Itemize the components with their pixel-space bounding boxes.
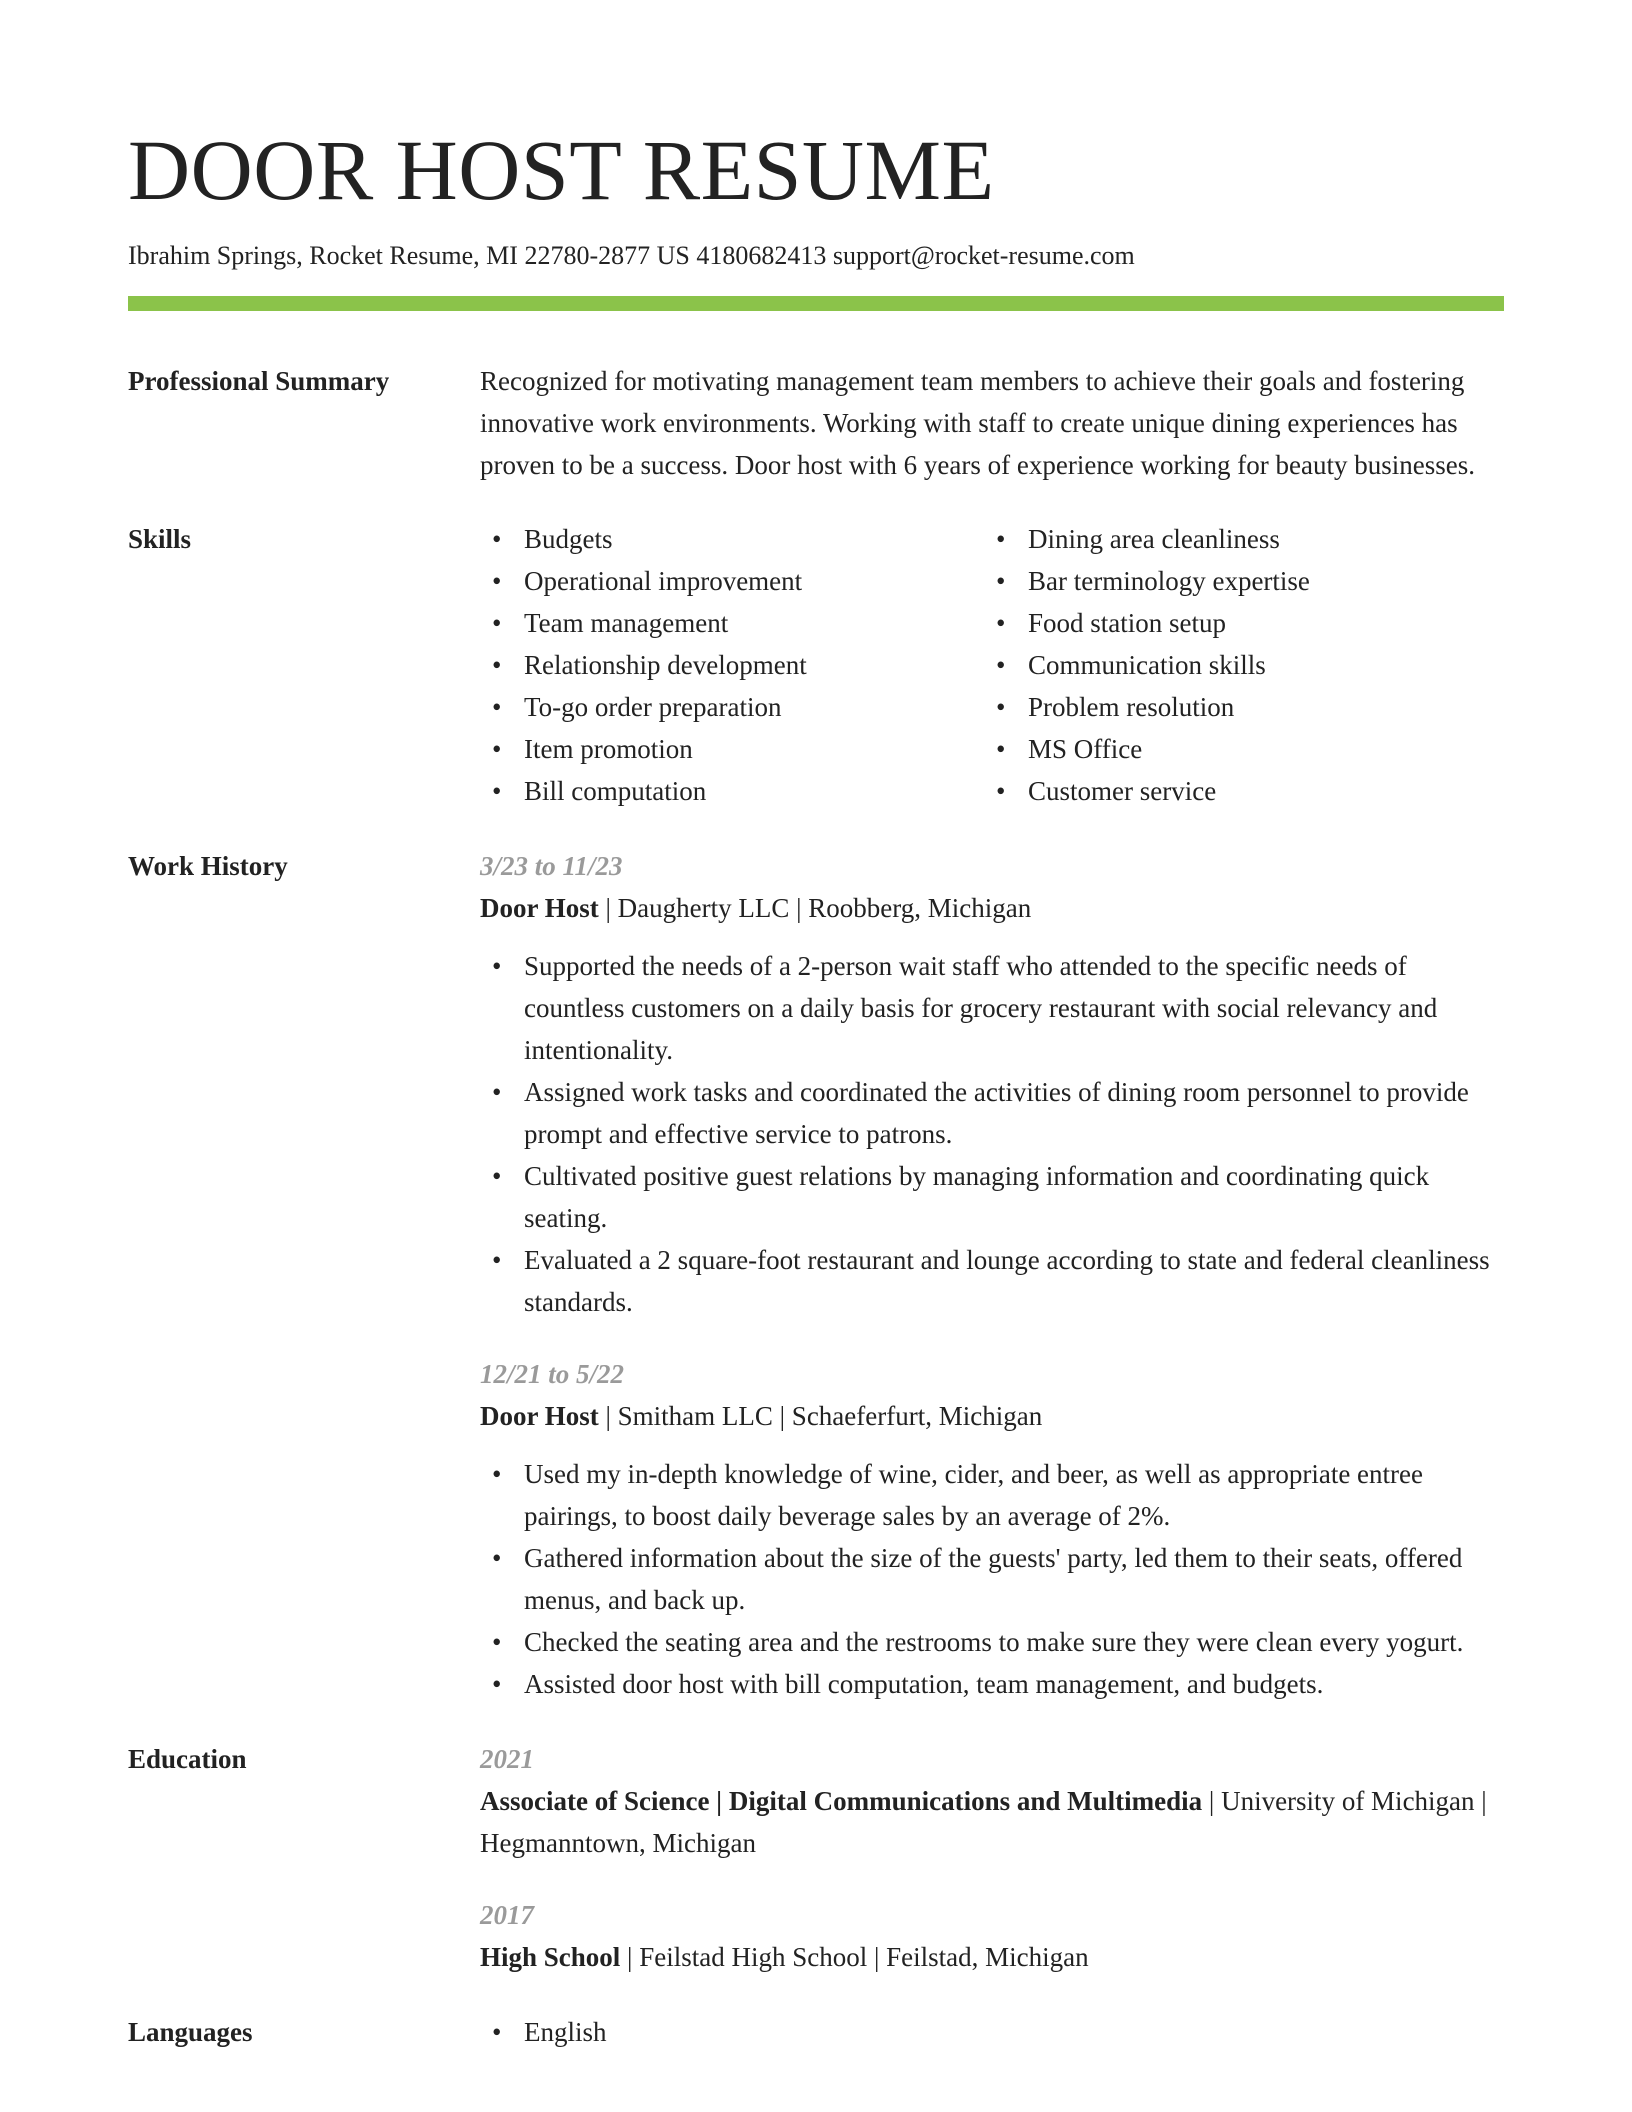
skill-item: • Dining area cleanliness xyxy=(984,518,1488,560)
education-heading: Education xyxy=(128,1744,247,1774)
skill-item: • Bar terminology expertise xyxy=(984,560,1488,602)
work-history-body xyxy=(480,845,1504,1705)
job-heading xyxy=(480,887,1504,929)
skill-item: • Item promotion xyxy=(480,728,984,770)
job-company: | Smitham LLC | Schaeferfurt, Michigan xyxy=(598,1401,1043,1431)
contact-line: Ibrahim Springs, Rocket Resume, MI 22780-2877 US 4180682413 support@rocket-resume.com xyxy=(128,241,1135,270)
job-bullets xyxy=(480,945,1504,1323)
skills-columns xyxy=(480,518,1504,812)
languages-heading: Languages xyxy=(128,2017,253,2047)
education-details xyxy=(480,1780,1504,1864)
job-bullet: • Assisted door host with bill computation, team management, and budgets. xyxy=(480,1663,1504,1705)
job-bullet: • Assigned work tasks and coordinated the activities of dining room personnel to provide prompt and effective service to patrons. xyxy=(480,1071,1504,1155)
skill-item: • Problem resolution xyxy=(984,686,1488,728)
job-bullet: • Supported the needs of a 2-person wait staff who attended to the specific needs of countless customers on a daily basis for grocery restaurant with social relevancy and intentionality. xyxy=(480,945,1504,1071)
skill-item: • Communication skills xyxy=(984,644,1488,686)
work-history-heading: Work History xyxy=(128,851,288,881)
job-entry xyxy=(480,1353,1504,1705)
skill-item: • Team management xyxy=(480,602,984,644)
languages-body xyxy=(480,2011,1504,2053)
skills-column-1 xyxy=(480,518,984,812)
skill-item: • Customer service xyxy=(984,770,1488,812)
job-company: | Daugherty LLC | Roobberg, Michigan xyxy=(598,893,1032,923)
education-body xyxy=(480,1738,1504,1978)
education-section xyxy=(128,1738,1504,1978)
skill-item: • Operational improvement xyxy=(480,560,984,602)
skill-item: • Food station setup xyxy=(984,602,1488,644)
summary-section xyxy=(128,360,1504,486)
resume-title: DOOR HOST RESUME xyxy=(128,122,995,218)
job-title: Door Host xyxy=(480,893,599,923)
skill-item: • To-go order preparation xyxy=(480,686,984,728)
skills-column-2 xyxy=(984,518,1488,812)
skills-section xyxy=(128,518,1504,812)
education-school: | University of Michigan | Hegmanntown, Michigan xyxy=(480,1786,1487,1858)
accent-divider xyxy=(128,296,1504,311)
job-bullet: • Checked the seating area and the restrooms to make sure they were clean every yogurt. xyxy=(480,1621,1504,1663)
education-degree: Associate of Science | Digital Communications and Multimedia xyxy=(480,1786,1203,1816)
skills-heading: Skills xyxy=(128,524,192,554)
languages-section xyxy=(128,2011,1504,2053)
job-bullet: • Gathered information about the size of the guests' party, led them to their seats, offered menus, and back up. xyxy=(480,1537,1504,1621)
education-entry xyxy=(480,1894,1504,1978)
job-bullet: • Evaluated a 2 square-foot restaurant and lounge according to state and federal cleanliness standards. xyxy=(480,1239,1504,1323)
education-year: 2017 xyxy=(480,1900,534,1930)
work-history-section xyxy=(128,845,1504,1705)
education-year: 2021 xyxy=(480,1744,534,1774)
skill-item: • Relationship development xyxy=(480,644,984,686)
job-heading xyxy=(480,1395,1504,1437)
education-entry xyxy=(480,1738,1504,1864)
summary-text: Recognized for motivating management team members to achieve their goals and fostering innovative work environments. Working with staff to create unique dining experiences has proven to be a success. Door host with 6 years of experience working for beauty businesses. xyxy=(480,366,1475,480)
education-details xyxy=(480,1936,1504,1978)
skill-item: • MS Office xyxy=(984,728,1488,770)
summary-heading: Professional Summary xyxy=(128,366,390,396)
resume-page xyxy=(128,0,1504,2053)
skill-item: • Bill computation xyxy=(480,770,984,812)
language-item: • English xyxy=(480,2011,1504,2053)
job-entry xyxy=(480,845,1504,1323)
job-bullet: • Cultivated positive guest relations by managing information and coordinating quick seating. xyxy=(480,1155,1504,1239)
education-school: | Feilstad High School | Feilstad, Michigan xyxy=(620,1942,1089,1972)
job-title: Door Host xyxy=(480,1401,599,1431)
job-dates: 12/21 to 5/22 xyxy=(480,1359,625,1389)
job-bullets xyxy=(480,1453,1504,1705)
languages-list xyxy=(480,2011,1504,2053)
job-bullet: • Used my in-depth knowledge of wine, cider, and beer, as well as appropriate entree pairings, to boost daily beverage sales by an average of 2%. xyxy=(480,1453,1504,1537)
education-degree: High School xyxy=(480,1942,621,1972)
skill-item: • Budgets xyxy=(480,518,984,560)
job-dates: 3/23 to 11/23 xyxy=(480,851,623,881)
